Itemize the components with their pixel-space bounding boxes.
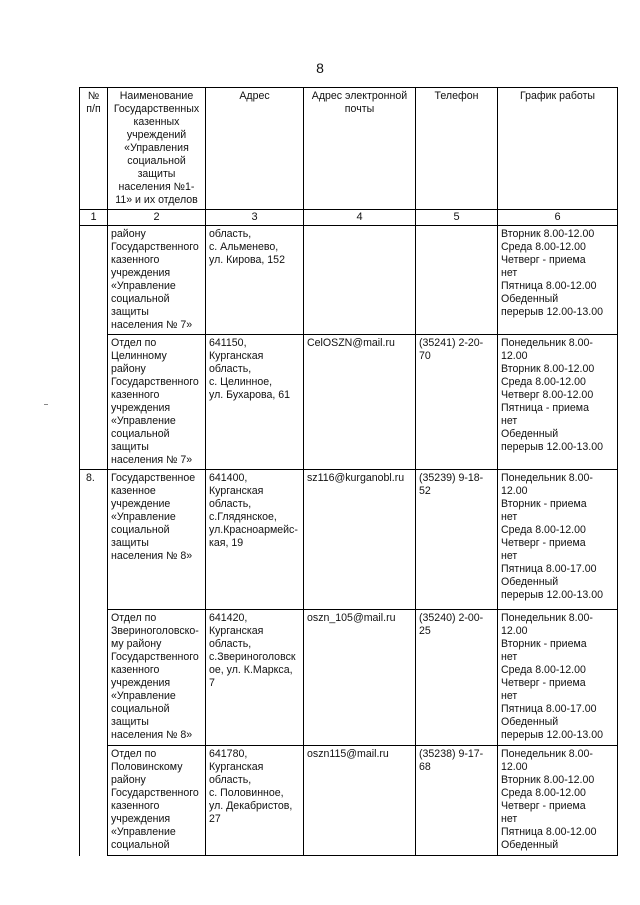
phone: (35240) 2-00- 25 bbox=[416, 610, 498, 746]
address: область, с. Альменево, ул. Кирова, 152 bbox=[206, 226, 304, 335]
email: CelOSZN@mail.ru bbox=[304, 335, 416, 470]
row-number bbox=[80, 335, 108, 470]
header-row bbox=[80, 88, 618, 210]
header-email: Адрес электронной почты bbox=[304, 88, 416, 210]
table-row bbox=[80, 470, 618, 610]
header-address: Адрес bbox=[206, 88, 304, 210]
address: 641400, Курганская область, с.Глядянское, ул.Красноармейс- кая, 19 bbox=[206, 470, 304, 610]
institution-name: Отдел по Половинскому району Государственного казенного учреждения «Управление социальной bbox=[108, 746, 206, 856]
header-number: № п/п bbox=[80, 88, 108, 210]
institution-name: району Государственного казенного учреждения «Управление социальной защиты населения № 7» bbox=[108, 226, 206, 335]
column-number: 5 bbox=[416, 210, 498, 226]
schedule: Понедельник 8.00- 12.00 Вторник 8.00-12.00 Среда 8.00-12.00 Четверг 8.00-12.00 Пятница - приема нет Обеденный перерыв 12.00-13.00 bbox=[498, 335, 618, 470]
column-number: 1 bbox=[80, 210, 108, 226]
address: 641150, Курганская область, с. Целинное, ул. Бухарова, 61 bbox=[206, 335, 304, 470]
table-row bbox=[80, 335, 618, 470]
email: oszn_105@mail.ru bbox=[304, 610, 416, 746]
column-number: 6 bbox=[498, 210, 618, 226]
phone: (35241) 2-20- 70 bbox=[416, 335, 498, 470]
row-number bbox=[80, 610, 108, 746]
schedule: Вторник 8.00-12.00 Среда 8.00-12.00 Четверг - приема нет Пятница 8.00-12.00 Обеденный перерыв 12.00-13.00 bbox=[498, 226, 618, 335]
header-phone: Телефон bbox=[416, 88, 498, 210]
institutions-table bbox=[79, 87, 618, 856]
column-number: 3 bbox=[206, 210, 304, 226]
schedule: Понедельник 8.00- 12.00 Вторник - приема нет Среда 8.00-12.00 Четверг - приема нет Пятница 8.00-17.00 Обеденный перерыв 12.00-13.00 bbox=[498, 470, 618, 610]
column-number: 4 bbox=[304, 210, 416, 226]
row-number: 8. bbox=[80, 470, 108, 610]
column-number: 2 bbox=[108, 210, 206, 226]
column-number-row bbox=[80, 210, 618, 226]
margin-mark bbox=[44, 404, 48, 405]
email: sz116@kurganobl.ru bbox=[304, 470, 416, 610]
table-row bbox=[80, 746, 618, 856]
address: 641420, Курганская область, с.Звериноголовск ое, ул. К.Маркса, 7 bbox=[206, 610, 304, 746]
header-name: Наименование Государственных казенных учреждений «Управления социальной защиты населения №1- 11» и их отделов bbox=[108, 88, 206, 210]
table-row bbox=[80, 226, 618, 335]
table-row bbox=[80, 610, 618, 746]
institution-name: Отдел по Звериноголовско- му району Государственного казенного учреждения «Управление социальной защиты населения № 8» bbox=[108, 610, 206, 746]
row-number bbox=[80, 746, 108, 856]
schedule: Понедельник 8.00- 12.00 Вторник 8.00-12.00 Среда 8.00-12.00 Четверг - приема нет Пятница 8.00-12.00 Обеденный bbox=[498, 746, 618, 856]
institution-name: Отдел по Целинному району Государственного казенного учреждения «Управление социальной защиты населения № 7» bbox=[108, 335, 206, 470]
header-schedule: График работы bbox=[498, 88, 618, 210]
phone: (35239) 9-18- 52 bbox=[416, 470, 498, 610]
phone bbox=[416, 226, 498, 335]
email bbox=[304, 226, 416, 335]
page-number: 8 bbox=[316, 60, 324, 76]
row-number bbox=[80, 226, 108, 335]
address: 641780, Курганская область, с. Половинное, ул. Декабристов, 27 bbox=[206, 746, 304, 856]
schedule: Понедельник 8.00- 12.00 Вторник - приема нет Среда 8.00-12.00 Четверг - приема нет Пятница 8.00-17.00 Обеденный перерыв 12.00-13.00 bbox=[498, 610, 618, 746]
institution-name: Государственное казенное учреждение «Управление социальной защиты населения № 8» bbox=[108, 470, 206, 610]
email: oszn115@mail.ru bbox=[304, 746, 416, 856]
phone: (35238) 9-17- 68 bbox=[416, 746, 498, 856]
